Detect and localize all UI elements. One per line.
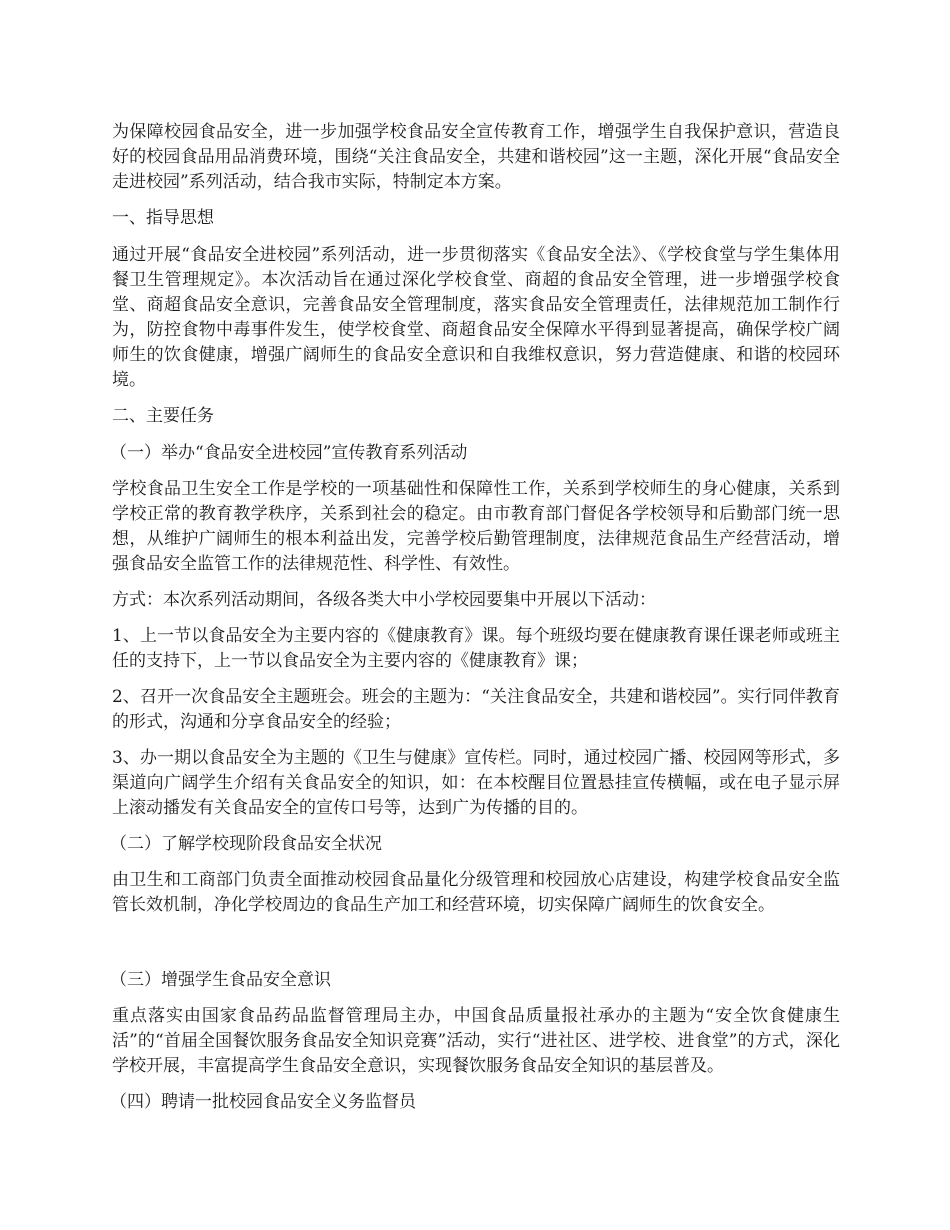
blank-spacer xyxy=(112,929,840,968)
list-item: 2、召开一次食品安全主题班会。班会的主题为：“关注食品安全，共建和谐校园”。实行同伴教育的形式，沟通和分享食品安全的经验； xyxy=(112,687,840,732)
subsection-heading-4: （四）聘请一批校园食品安全义务监督员 xyxy=(110,1092,416,1112)
subsection-heading-3: （三）增强学生食品安全意识 xyxy=(110,970,331,990)
method-paragraph: 方式：本次系列活动期间，各级各类大中小学校园要集中开展以下活动： xyxy=(112,590,656,610)
subsection-1-paragraph: 学校食品卫生安全工作是学校的一项基础性和保障性工作，关系到学校师生的身心健康，关系到学校正常的教育教学秩序，关系到社会的稳定。由市教育部门督促各学校领导和后勤部门统一思想，从维护广阔师生的根本利益出发，完善学校后勤管理制度，法律规范食品生产经营活动，增强食品安全监管工作的法律规范性、科学性、有效性。 xyxy=(112,479,840,574)
subsection-3-paragraph: 重点落实由国家食品药品监督管理局主办，中国食品质量报社承办的主题为“安全饮食健康生活”的“首届全国餐饮服务食品安全知识竞赛”活动，实行“进社区、进学校、进食堂”的方式，深化学校开展，丰富提高学生食品安全意识，实现餐饮服务食品安全知识的基层普及。 xyxy=(112,1006,840,1076)
subsection-heading-1: （一）举办“食品安全进校园”宣传教育系列活动 xyxy=(110,443,468,463)
subsection-heading-2: （二）了解学校现阶段食品安全状况 xyxy=(110,834,382,854)
document-body xyxy=(112,120,840,1126)
list-item: 1、上一节以食品安全为主要内容的《健康教育》课。每个班级均要在健康教育课任课老师或班主任的支持下，上一节以食品安全为主要内容的《健康教育》课； xyxy=(112,626,840,671)
guiding-ideology-paragraph: 通过开展“食品安全进校园”系列活动，进一步贯彻落实《食品安全法》、《学校食堂与学生集体用餐卫生管理规定》。本次活动旨在通过深化学校食堂、商超的食品安全管理，进一步增强学校食堂、商超食品安全意识，完善食品安全管理制度，落实食品安全管理责任，法律规范加工制作行为，防控食物中毒事件发生，使学校食堂、商超食品安全保障水平得到显著提高，确保学校广阔师生的饮食健康，增强广阔师生的食品安全意识和自我维权意识，努力营造健康、和谐的校园环境。 xyxy=(112,245,840,390)
list-item: 3、办一期以食品安全为主题的《卫生与健康》宣传栏。同时，通过校园广播、校园网等形式，多渠道向广阔学生介绍有关食品安全的知识，如：在本校醒目位置悬挂宣传横幅，或在电子显示屏上滚动播发有关食品安全的宣传口号等，达到广为传播的目的。 xyxy=(112,748,840,818)
section-heading-guiding-ideology: 一、指导思想 xyxy=(112,208,214,228)
intro-paragraph: 为保障校园食品安全，进一步加强学校食品安全宣传教育工作，增强学生自我保护意识，营造良好的校园食品用品消费环境，围绕“关注食品安全，共建和谐校园”这一主题，深化开展“食品安全走进校园”系列活动，结合我市实际，特制定本方案。 xyxy=(112,122,840,192)
subsection-2-paragraph: 由卫生和工商部门负责全面推动校园食品量化分级管理和校园放心店建设，构建学校食品安全监管长效机制，净化学校周边的食品生产加工和经营环境，切实保障广阔师生的饮食安全。 xyxy=(112,870,840,915)
section-heading-main-tasks: 二、主要任务 xyxy=(112,406,214,426)
